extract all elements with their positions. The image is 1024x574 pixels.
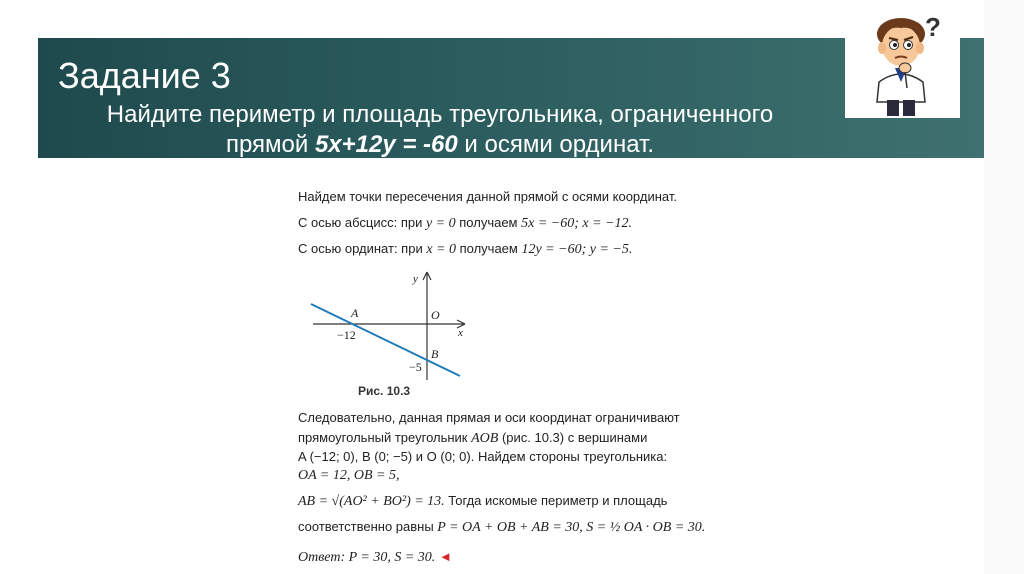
- hypotenuse-line: [298, 492, 667, 511]
- task-equation: 5x+12y = -60: [314, 131, 458, 158]
- answer-marker-icon: ◄: [438, 549, 452, 564]
- result-formula: P = OA + OB + AB = 30, S = ½ OA · OB = 30.: [437, 520, 706, 535]
- abscissa-result: 5x = −60; x = −12.: [521, 216, 632, 231]
- slide-title: Задание 3: [58, 55, 231, 96]
- ordinate-prefix: С осью ординат: при: [298, 241, 427, 256]
- conclusion-line-2: [298, 429, 647, 448]
- abscissa-prefix: С осью абсцисс: при: [298, 215, 426, 230]
- y-axis-label: y: [413, 273, 418, 285]
- origin-label: O: [431, 308, 440, 322]
- solution-intro: Найдем точки пересечения данной прямой с осями координат.: [298, 189, 677, 204]
- hypotenuse-formula: AB = √(AO² + BO²) = 13.: [298, 494, 445, 509]
- hypotenuse-suffix: Тогда искомые периметр и площадь: [444, 493, 668, 508]
- tick-y-label: −5: [409, 360, 422, 374]
- result-prefix: соответственно равны: [298, 519, 438, 534]
- conclusion-2-prefix: прямоугольный треугольник: [298, 430, 472, 445]
- abscissa-mid: получаем: [455, 215, 522, 230]
- figure-caption: Рис. 10.3: [358, 384, 411, 398]
- answer-line: [298, 548, 452, 567]
- conclusion-2-suffix: (рис. 10.3) с вершинами: [498, 430, 648, 445]
- vertices-line: A (−12; 0), B (0; −5) и O (0; 0). Найдем стороны треугольника:: [298, 449, 668, 464]
- task-line-2-suffix: и осями ординат.: [457, 131, 655, 158]
- coordinate-figure: [305, 268, 475, 383]
- abscissa-line: [298, 214, 632, 233]
- ordinate-line: [298, 240, 632, 259]
- avatar: [845, 10, 960, 118]
- sides-line: OA = 12, OB = 5,: [298, 468, 400, 483]
- answer-value: P = 30, S = 30.: [345, 550, 436, 565]
- svg-text:?: ?: [925, 12, 941, 42]
- ordinate-result: 12y = −60; y = −5.: [521, 242, 633, 257]
- abscissa-condition: y = 0: [425, 216, 456, 231]
- task-line-2-prefix: прямой: [225, 131, 315, 158]
- task-statement: [40, 100, 840, 160]
- point-b-label: B: [431, 347, 439, 361]
- slide-edge: [984, 0, 1024, 574]
- tick-x-label: −12: [337, 328, 356, 342]
- answer-label: Ответ:: [298, 550, 346, 565]
- point-a-label: A: [351, 306, 359, 320]
- result-line: [298, 518, 705, 537]
- task-line-1: Найдите периметр и площадь треугольника, ограниченного: [106, 101, 774, 128]
- ordinate-mid: получаем: [456, 241, 522, 256]
- ordinate-condition: x = 0: [426, 242, 456, 257]
- thinking-person-icon: [845, 10, 960, 118]
- x-axis-label: x: [458, 327, 463, 339]
- triangle-name: AOB: [471, 431, 499, 446]
- conclusion-line-1: Следовательно, данная прямая и оси координат ограничивают: [298, 410, 680, 425]
